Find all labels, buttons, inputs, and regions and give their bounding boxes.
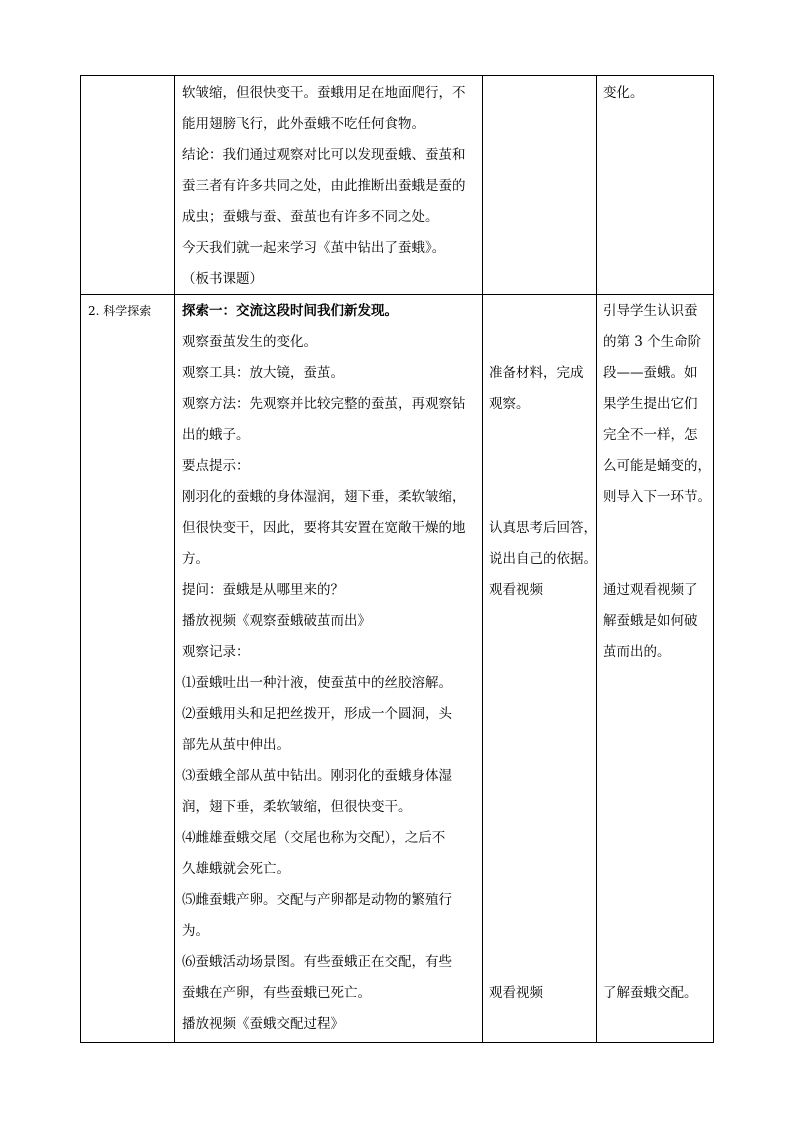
note-line: 段——蚕蛾。如 (603, 365, 698, 381)
content-line: 观察记录： (182, 644, 250, 660)
content-line: 今天我们就一起来学习《茧中钻出了蚕蛾》。 (182, 240, 446, 256)
content-line: 但很快变干，因此，要将其安置在宽敞干燥的地 (182, 520, 466, 536)
content-line: ⑵蚕蛾用头和足把丝拨开，形成一个圆洞，头 (182, 706, 452, 722)
row1-note (603, 78, 644, 109)
content-line: 蚕蛾在产卵，有些蚕蛾已死亡。 (182, 985, 371, 1001)
content-line: 观察蚕茧发生的变化。 (182, 334, 317, 350)
note-line: 完全不一样，怎 (603, 427, 698, 443)
note-line: 果学生提出它们 (603, 396, 698, 412)
stage-label: 2. 科学探索 (88, 304, 152, 318)
column-divider (80, 75, 81, 1043)
content-line: 要点提示： (182, 458, 250, 474)
content-line: 结论：我们通过观察对比可以发现蚕蛾、蚕茧和 (182, 147, 466, 163)
content-heading: 探索一：交流这段时间我们新发现。 (182, 303, 398, 319)
student-activity-line: 说出自己的依据。 (489, 551, 597, 567)
note-line: 么可能是蛹变的， (603, 458, 711, 474)
student-activity-line: 观察。 (489, 396, 530, 412)
content-line: ⑴蚕蛾吐出一种汁液，使蚕茧中的丝胶溶解。 (182, 675, 452, 691)
content-line: 部先从茧中伸出。 (182, 737, 290, 753)
table-border-top (80, 75, 714, 76)
content-line: 刚羽化的蚕蛾的身体湿润，翅下垂，柔软皱缩， (182, 489, 466, 505)
content-line: 播放视频《蚕蛾交配过程》 (182, 1016, 344, 1032)
content-line: ⑶蚕蛾全部从茧中钻出。刚羽化的蚕蛾身体湿 (182, 768, 452, 784)
lesson-plan-table (80, 75, 714, 1043)
note-line: 则导入下一环节。 (603, 489, 711, 505)
student-activity-line: 认真思考后回答， (489, 520, 597, 536)
student-activity-line: 准备材料，完成 (489, 365, 584, 381)
content-line: 能用翅膀飞行，此外蚕蛾不吃任何食物。 (182, 116, 425, 132)
note-line: 解蚕蛾是如何破 (603, 613, 698, 629)
note-line: 通过观看视频了 (603, 582, 698, 598)
table-border-bottom (80, 1042, 714, 1043)
column-divider (482, 75, 483, 1043)
note-line: 引导学生认识蚕 (603, 303, 698, 319)
content-line: 出的蛾子。 (182, 427, 250, 443)
note-line: 的第 3 个生命阶 (603, 334, 702, 350)
content-line: 提问：蚕蛾是从哪里来的？ (182, 582, 344, 598)
content-line: ⑷雌雄蚕蛾交尾（交尾也称为交配），之后不 (182, 830, 446, 846)
note-line: 变化。 (603, 85, 644, 101)
content-line: 方。 (182, 551, 209, 567)
content-line: 成虫；蚕蛾与蚕、蚕茧也有许多不同之处。 (182, 209, 439, 225)
column-divider (713, 75, 714, 1043)
content-line: ⑸雌蚕蛾产卵。交配与产卵都是动物的繁殖行 (182, 892, 452, 908)
student-activity-line: 观看视频 (489, 582, 543, 598)
content-line: 久雄蛾就会死亡。 (182, 861, 290, 877)
content-line: 蚕三者有许多共同之处，由此推断出蚕蛾是蚕的 (182, 178, 466, 194)
content-line: 播放视频《观察蚕蛾破茧而出》 (182, 613, 371, 629)
content-line: ⑹蚕蛾活动场景图。有些蚕蛾正在交配，有些 (182, 954, 452, 970)
note-line: 了解蚕蛾交配。 (603, 985, 698, 1001)
content-line: 观察工具：放大镜，蚕茧。 (182, 365, 344, 381)
column-divider (174, 75, 175, 1043)
content-line: 润，翅下垂，柔软皱缩，但很快变干。 (182, 799, 412, 815)
row1-content (182, 78, 466, 295)
student-activity-line: 观看视频 (489, 985, 543, 1001)
content-line: 软皱缩，但很快变干。蚕蛾用足在地面爬行，不 (182, 85, 466, 101)
row2-content (182, 296, 466, 1040)
content-line: （板书课题） (182, 271, 263, 287)
content-line: 观察方法：先观察并比较完整的蚕茧，再观察钻 (182, 396, 466, 412)
content-line: 为。 (182, 923, 209, 939)
note-line: 茧而出的。 (603, 644, 671, 660)
